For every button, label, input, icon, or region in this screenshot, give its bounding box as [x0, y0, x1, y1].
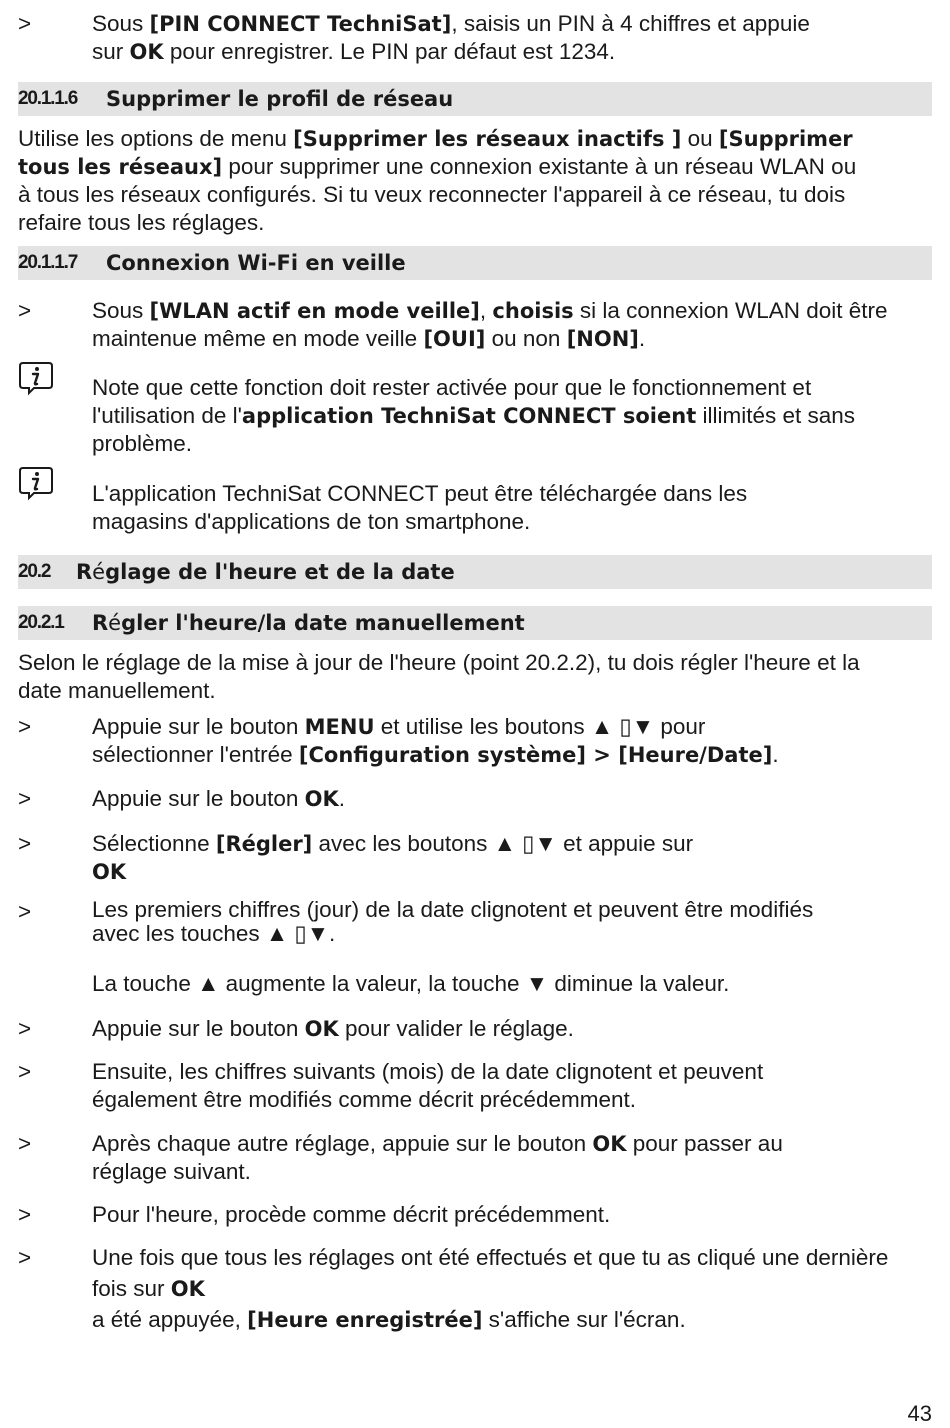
- text: pour passer au: [626, 1131, 783, 1156]
- step-text: [92, 785, 937, 813]
- text: Sous: [92, 298, 150, 323]
- text: refaire tous les réglages.: [18, 210, 265, 235]
- step-text: [92, 1058, 937, 1114]
- section-heading-20116: [18, 82, 932, 116]
- bullet-marker: >: [18, 786, 32, 811]
- bullet-marker: >: [18, 831, 32, 856]
- text: .: [338, 786, 346, 811]
- button-label: OK: [592, 1132, 627, 1156]
- step-text: [92, 10, 937, 66]
- button-label: OK: [92, 860, 127, 884]
- page-number: 43: [907, 1401, 932, 1426]
- text: ou non: [485, 326, 567, 351]
- text: .: [772, 742, 779, 767]
- option-label: [OUI]: [423, 327, 486, 351]
- info-icon: [18, 360, 54, 396]
- bullet-marker: >: [18, 899, 32, 924]
- text: réglage suivant.: [92, 1159, 251, 1184]
- text: Après chaque autre réglage, appuie sur le bouton: [92, 1131, 593, 1156]
- section-heading-2021: [18, 606, 932, 640]
- menu-label: [PIN CONNECT TechniSat]: [149, 12, 452, 36]
- text: L'application TechniSat CONNECT peut être téléchargée dans les: [92, 481, 748, 506]
- text: avec les boutons ▲ ▯▼ et appuie sur: [312, 831, 694, 856]
- text: Note que cette fonction doit rester activée pour que le fonctionnement et: [92, 375, 812, 400]
- title-part: gler l'heure/la date manuellement: [121, 611, 525, 635]
- section-number: 20.2.1: [18, 612, 64, 633]
- title-part: é: [108, 611, 122, 635]
- step-text: [92, 830, 937, 886]
- text: pour supprimer une connexion existante à un réseau WLAN ou: [222, 154, 857, 179]
- button-label: OK: [129, 40, 164, 64]
- text: a été appuyée,: [92, 1307, 248, 1332]
- step-text: [92, 898, 937, 998]
- menu-label: [Régler]: [215, 832, 313, 856]
- text: s'affiche sur l'écran.: [482, 1307, 686, 1332]
- button-label: MENU: [304, 715, 375, 739]
- section-title: [92, 606, 525, 640]
- menu-label: [Supprimer les réseaux inactifs ]: [293, 127, 682, 151]
- text: à tous les réseaux configurés. Si tu veux reconnecter l'appareil à ce réseau, tu dois: [18, 182, 846, 207]
- note-app-function: [92, 374, 937, 458]
- section-number: 20.1.1.6: [18, 88, 78, 109]
- step-text: [92, 1201, 937, 1229]
- bullet-marker: >: [18, 1245, 32, 1270]
- text: Selon le réglage de la mise à jour de l'heure (point 20.2.2), tu dois régler l'heure et la: [18, 650, 860, 675]
- menu-label: [Configuration système] > [Heure/Date]: [298, 743, 773, 767]
- text: magasins d'applications de ton smartphone.: [92, 509, 531, 534]
- section-title: Connexion Wi-Fi en veille: [106, 251, 406, 275]
- text: , saisis un PIN à 4 chiffres et appuie: [451, 11, 810, 36]
- text: sélectionner l'entrée: [92, 742, 299, 767]
- emphasis: application TechniSat CONNECT soient: [241, 404, 697, 428]
- text: Sélectionne: [92, 831, 216, 856]
- title-part: R: [76, 560, 93, 584]
- menu-label: [Supprimer: [718, 127, 853, 151]
- text: et utilise les boutons ▲ ▯▼ pour: [374, 714, 706, 739]
- button-label: OK: [170, 1277, 205, 1301]
- bullet-marker: >: [18, 1202, 32, 1227]
- text: l'utilisation de l': [92, 403, 242, 428]
- text: ,: [479, 298, 493, 323]
- text: également être modifiés comme décrit précédemment.: [92, 1087, 636, 1112]
- menu-label: tous les réseaux]: [18, 155, 223, 179]
- text: Appuie sur le bouton: [92, 1016, 305, 1041]
- text: Appuie sur le bouton: [92, 714, 305, 739]
- step-text: [92, 1015, 937, 1043]
- text: illimités et sans: [696, 403, 856, 428]
- bullet-marker: >: [18, 298, 32, 323]
- section-number: 20.2: [18, 561, 51, 582]
- bullet-marker: >: [18, 1059, 32, 1084]
- text: pour enregistrer. Le PIN par défaut est 1234.: [163, 39, 616, 64]
- info-icon: [18, 465, 54, 501]
- title-part: glage de l'heure et de la date: [105, 560, 455, 584]
- section-title: [76, 555, 455, 589]
- menu-label: [WLAN actif en mode veille]: [149, 299, 480, 323]
- paragraph-intro-time: [18, 649, 932, 705]
- step-text: [92, 297, 937, 353]
- text: .: [638, 326, 646, 351]
- text: pour valider le réglage.: [338, 1016, 574, 1041]
- text: sur: [92, 39, 130, 64]
- text: avec les touches ▲ ▯▼.: [92, 921, 336, 946]
- text: si la connexion WLAN doit être: [573, 298, 888, 323]
- button-label: OK: [304, 787, 339, 811]
- option-label: [NON]: [566, 327, 639, 351]
- text: La touche ▲ augmente la valeur, la touche ▼ diminue la valeur.: [92, 971, 730, 996]
- text: Utilise les options de menu: [18, 126, 294, 151]
- emphasis: choisis: [492, 299, 574, 323]
- text: Ensuite, les chiffres suivants (mois) de la date clignotent et peuvent: [92, 1059, 764, 1084]
- bullet-marker: >: [18, 1131, 32, 1156]
- text: Pour l'heure, procède comme décrit précédemment.: [92, 1202, 611, 1227]
- step-text: [92, 1130, 937, 1186]
- text: problème.: [92, 431, 193, 456]
- bullet-marker: >: [18, 11, 32, 36]
- section-heading-202: [18, 555, 932, 589]
- text: Sous: [92, 11, 150, 36]
- button-label: OK: [304, 1017, 339, 1041]
- text: Appuie sur le bouton: [92, 786, 305, 811]
- step-text: [92, 1244, 937, 1334]
- title-part: R: [92, 611, 109, 635]
- step-text: [92, 713, 937, 769]
- paragraph-delete-profile: [18, 125, 932, 237]
- section-number: 20.1.1.7: [18, 252, 78, 273]
- text: date manuellement.: [18, 678, 216, 703]
- bullet-marker: >: [18, 1016, 32, 1041]
- section-heading-20117: [18, 246, 932, 280]
- status-message: [Heure enregistrée]: [247, 1308, 483, 1332]
- text: fois sur: [92, 1276, 171, 1301]
- text: Les premiers chiffres (jour) de la date clignotent et peuvent être modifiés: [92, 897, 814, 922]
- title-part: é: [92, 560, 106, 584]
- bullet-marker: >: [18, 714, 32, 739]
- text: ou: [681, 126, 719, 151]
- section-title: Supprimer le profil de réseau: [106, 87, 454, 111]
- text: maintenue même en mode veille: [92, 326, 424, 351]
- note-app-download: [92, 480, 937, 536]
- text: Une fois que tous les réglages ont été effectués et que tu as cliqué une dernière: [92, 1245, 889, 1270]
